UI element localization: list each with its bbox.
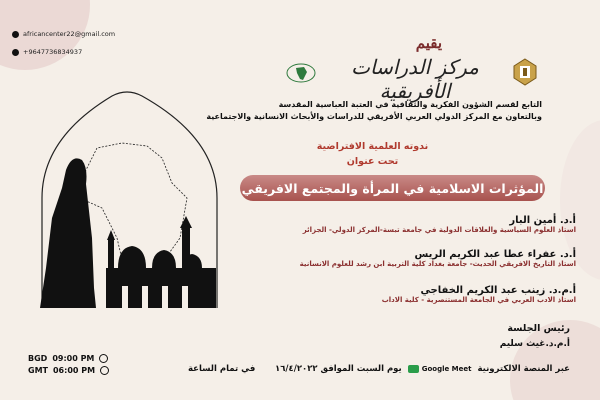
speaker-item: [303, 215, 576, 234]
event-title: المؤثرات الاسلامية في المرأة والمجتمع الافريقي: [241, 180, 544, 196]
time-block: [28, 354, 109, 378]
gmt-label: GMT: [28, 366, 48, 375]
bgd-time: 09:00 PM: [52, 354, 95, 363]
subtitle-line-2: وبالتعاون مع المركز الدولي العربي الأفريقي للدراسات والأبحاث الانسانية والاجتماعية: [206, 112, 542, 121]
intro-text: يقيم: [415, 34, 442, 52]
speaker-name: أ.د. عفراء عطا عبد الكريم الريس: [414, 249, 576, 260]
event-details: [275, 364, 570, 374]
clock-icon: [99, 354, 108, 363]
bgd-label: BGD: [28, 354, 48, 363]
chair-name: أ.م.د.غيث سليم: [499, 339, 570, 349]
shrine-logo-icon: [512, 58, 538, 86]
at-time-text: في تمام الساعة: [188, 364, 256, 374]
mail-icon: [12, 31, 19, 38]
speaker-name: أ.م.د. زينب عبد الكريم الخفاجي: [420, 285, 576, 296]
center-name: مركز الدراسات الأفريقية: [351, 55, 479, 103]
speaker-item: [382, 285, 576, 304]
speaker-name: أ.د. أمين البار: [509, 215, 576, 226]
event-type: ندوته العلمية الافتراضية: [316, 141, 429, 152]
speaker-affiliation: استاذ العلوم السياسية والعلاقات الدولية في جامعة تبسة-المركز الدولي- الجزائر: [302, 226, 576, 234]
video-camera-icon: [408, 365, 419, 373]
under-title: تحت عنوان: [346, 156, 399, 167]
contact-phone[interactable]: +9647736834937: [23, 48, 83, 56]
phone-icon: [12, 49, 19, 56]
speaker-affiliation: استاذ التاريخ الافريقي الحديث- جامعة بغداد كلية التربية ابن رشد للعلوم الانسانية: [299, 260, 576, 268]
google-meet-label: Google Meet: [421, 365, 472, 373]
contact-email[interactable]: africancenter22@gmail.com: [23, 30, 116, 38]
subtitle-line-1: التابع لقسم الشؤون الفكرية والثقافية في العتبة العباسية المقدسة: [278, 100, 542, 109]
speaker-affiliation: استاذ الادب العربي في الجامعة المستنصرية - كلية الاداب: [381, 296, 576, 304]
google-meet-badge[interactable]: [408, 365, 472, 373]
africa-map-logo-icon: [286, 63, 316, 83]
clock-icon: [100, 366, 109, 375]
title-banner: [240, 175, 545, 201]
chair-label: رئيس الجلسة: [507, 323, 570, 334]
gmt-time: 06:00 PM: [52, 366, 96, 375]
event-date: يوم السبت الموافق ١٦/٤/٢٠٢٢: [275, 364, 402, 374]
mosque-illustration: [22, 88, 232, 313]
contact-block: [12, 30, 115, 66]
platform-text: عبر المنصة الالكترونية: [477, 364, 570, 374]
speaker-item: [300, 249, 576, 268]
